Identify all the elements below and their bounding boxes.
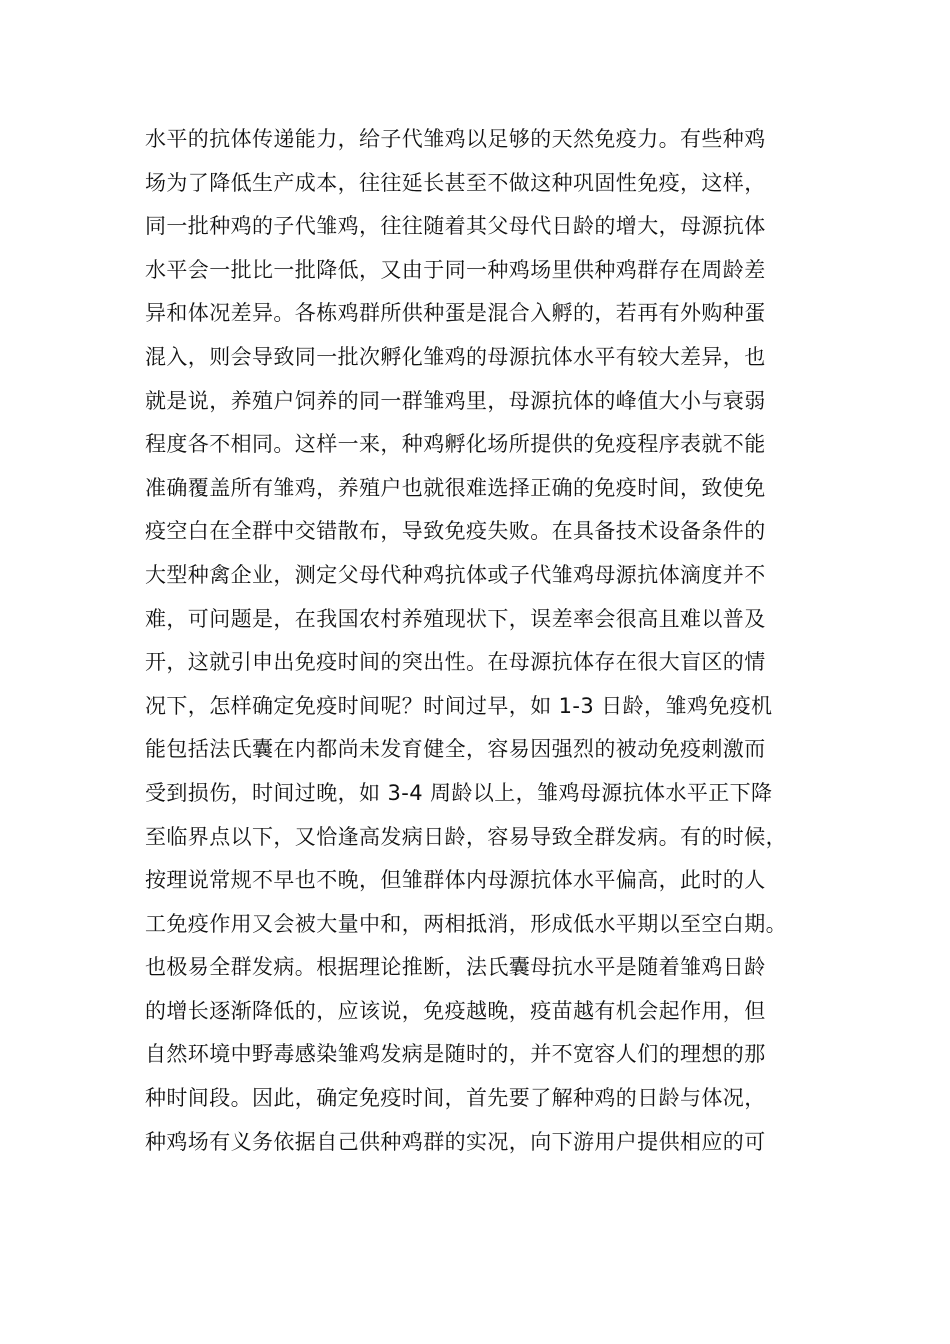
text-line: 种时间段。因此，确定免疫时间，首先要了解种鸡的日龄与体况， <box>145 1086 766 1111</box>
text-line: 混入，则会导致同一批次孵化雏鸡的母源抗体水平有较大差异，也 <box>145 344 766 369</box>
text-line: 准确覆盖所有雏鸡，养殖户也就很难选择正确的免疫时间，致使免 <box>145 475 766 500</box>
text-line: 能包括法氏囊在内都尚未发育健全，容易因强烈的被动免疫刺激而 <box>145 737 766 762</box>
text-line: 水平的抗体传递能力，给子代雏鸡以足够的天然免疫力。有些种鸡 <box>145 127 766 151</box>
text-line: 同一批种鸡的子代雏鸡，往往随着其父母代日龄的增大，母源抗体 <box>145 214 766 239</box>
text-line: 至临界点以下，又恰逢高发病日龄，容易导致全群发病。有的时候， <box>145 824 787 849</box>
text-line: 也极易全群发病。根据理论推断，法氏囊母抗水平是随着雏鸡日龄 <box>145 955 766 980</box>
text-line: 疫空白在全群中交错散布，导致免疫失败。在具备技术设备条件的 <box>145 519 766 544</box>
text-line: 异和体况差异。各栋鸡群所供种蛋是混合入孵的，若再有外购种蛋 <box>145 301 766 326</box>
text-line: 的增长逐渐降低的，应该说，免疫越晚，疫苗越有机会起作用，但 <box>145 998 766 1023</box>
text-line: 大型种禽企业，测定父母代种鸡抗体或子代雏鸡母源抗体滴度并不 <box>145 562 766 587</box>
body-paragraph <box>145 118 825 1164</box>
text-line: 自然环境中野毒感染雏鸡发病是随时的，并不宽容人们的理想的那 <box>145 1042 766 1067</box>
text-line: 按理说常规不早也不晚，但雏群体内母源抗体水平偏高，此时的人 <box>145 868 766 893</box>
text-line: 难，可问题是，在我国农村养殖现状下，误差率会很高且难以普及 <box>145 606 766 631</box>
text-line: 程度各不相同。这样一来，种鸡孵化场所提供的免疫程序表就不能 <box>145 432 766 457</box>
text-line: 就是说，养殖户饲养的同一群雏鸡里，母源抗体的峰值大小与衰弱 <box>145 388 766 413</box>
text-line: 开，这就引申出免疫时间的突出性。在母源抗体存在很大盲区的情 <box>145 650 766 675</box>
text-line: 场为了降低生产成本，往往延长甚至不做这种巩固性免疫，这样， <box>145 170 766 195</box>
text-line: 工免疫作用又会被大量中和，两相抵消，形成低水平期以至空白期。 <box>145 911 787 936</box>
text-line: 种鸡场有义务依据自己供种鸡群的实况，向下游用户提供相应的可 <box>145 1129 766 1154</box>
text-line: 况下，怎样确定免疫时间呢？时间过早，如 1-3 日龄，雏鸡免疫机 <box>145 693 773 718</box>
text-line: 水平会一批比一批降低，又由于同一种鸡场里供种鸡群存在周龄差 <box>145 257 766 282</box>
text-line: 受到损伤，时间过晚，如 3-4 周龄以上，雏鸡母源抗体水平正下降 <box>145 780 773 805</box>
